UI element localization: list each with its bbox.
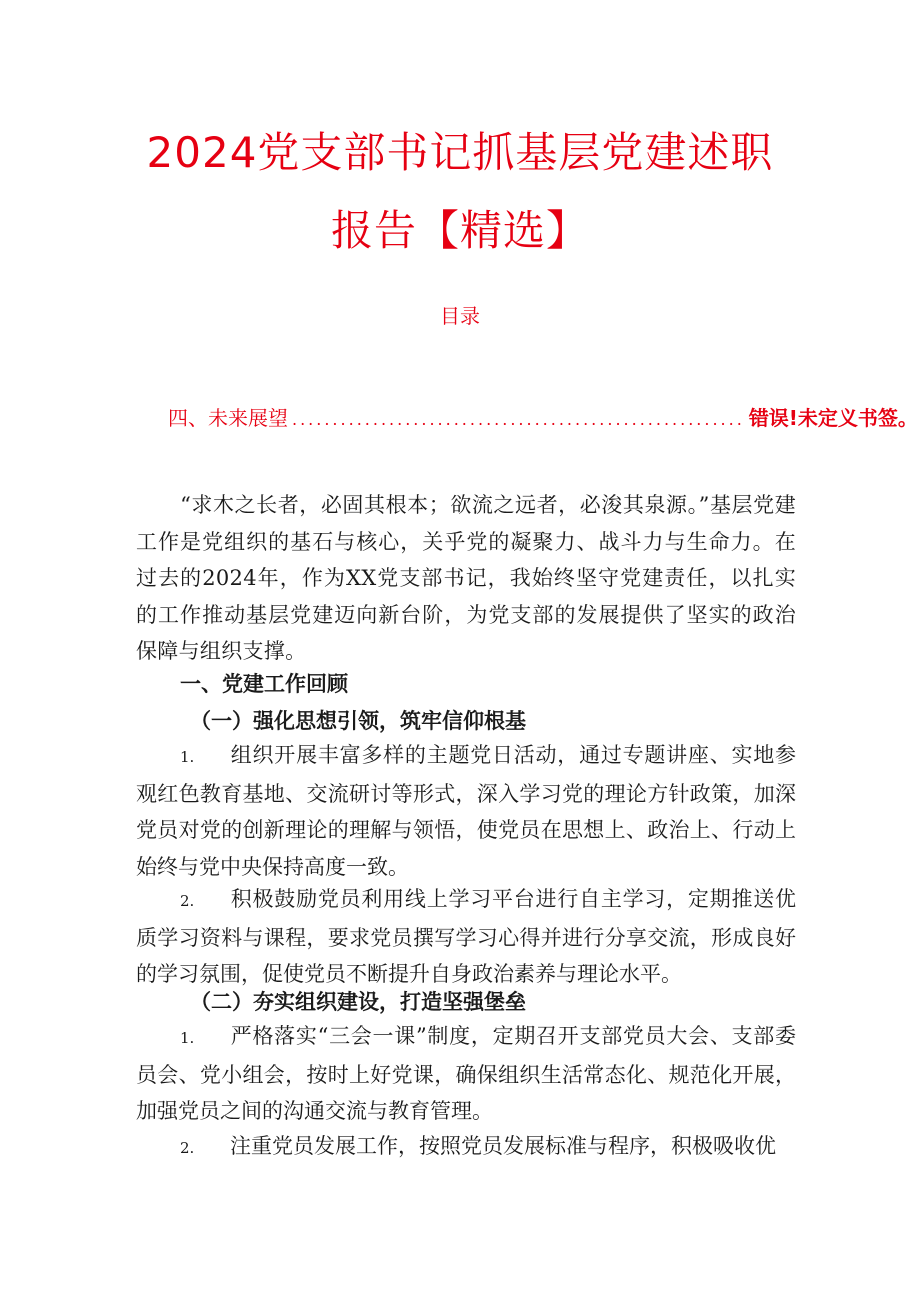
document-title-line-2: 报告【精选】 — [330, 206, 589, 255]
section-heading-review: 一、党建工作回顾 — [180, 672, 348, 696]
list-item — [136, 881, 796, 993]
toc-entry-label: 四、未来展望 — [168, 406, 288, 430]
intro-text: “求木之长者，必固其根本；欲流之远者，必浚其泉源。”基层党建工作是党组织的基石与核心，关乎党的凝聚力、战斗力与生命力。在过去的2024年，作为XX党支部书记，我始终坚守党建责任，以扎实的工作推动基层党建迈向新台阶，为党支部的发展提供了坚实的政治保障与组织支撑。 — [136, 493, 796, 663]
list-item — [136, 1128, 796, 1167]
subsection-heading-ideology: （一）强化思想引领，筑牢信仰根基 — [190, 709, 526, 733]
toc-entry-leader: ........................................................ — [292, 410, 745, 429]
list-item-number: 1. — [180, 748, 195, 766]
list-item-number: 1. — [180, 1029, 195, 1047]
list-item — [136, 1018, 796, 1130]
toc-entry-page-ref: 错误!未定义书签。 — [748, 406, 918, 430]
toc-heading: 目录 — [440, 304, 480, 328]
toc-entry[interactable] — [168, 402, 918, 430]
subsection-heading-organization: （二）夯实组织建设，打造坚强堡垒 — [190, 990, 526, 1014]
list-item-text: 积极鼓励党员利用线上学习平台进行自主学习，定期推送优质学习资料与课程，要求党员撰写学习心得并进行分享交流，形成良好的学习氛围，促使党员不断提升自身政治素养与理论水平。 — [136, 887, 796, 986]
intro-paragraph — [136, 487, 796, 670]
list-item-number: 2. — [180, 1139, 195, 1157]
list-item-text: 注重党员发展工作，按照党员发展标准与程序，积极吸收优 — [230, 1134, 776, 1158]
list-item — [136, 737, 796, 885]
document-title-line-1: 2024党支部书记抓基层党建述职 — [146, 128, 774, 177]
list-item-text: 严格落实“三会一课”制度，定期召开支部党员大会、支部委员会、党小组会，按时上好党课，确保组织生活常态化、规范化开展，加强党员之间的沟通交流与教育管理。 — [136, 1024, 796, 1123]
list-item-text: 组织开展丰富多样的主题党日活动，通过专题讲座、实地参观红色教育基地、交流研讨等形式，深入学习党的理论方针政策，加深党员对党的创新理论的理解与领悟，使党员在思想上、政治上、行动上始终与党中央保持高度一致。 — [136, 743, 796, 879]
list-item-number: 2. — [180, 892, 195, 910]
